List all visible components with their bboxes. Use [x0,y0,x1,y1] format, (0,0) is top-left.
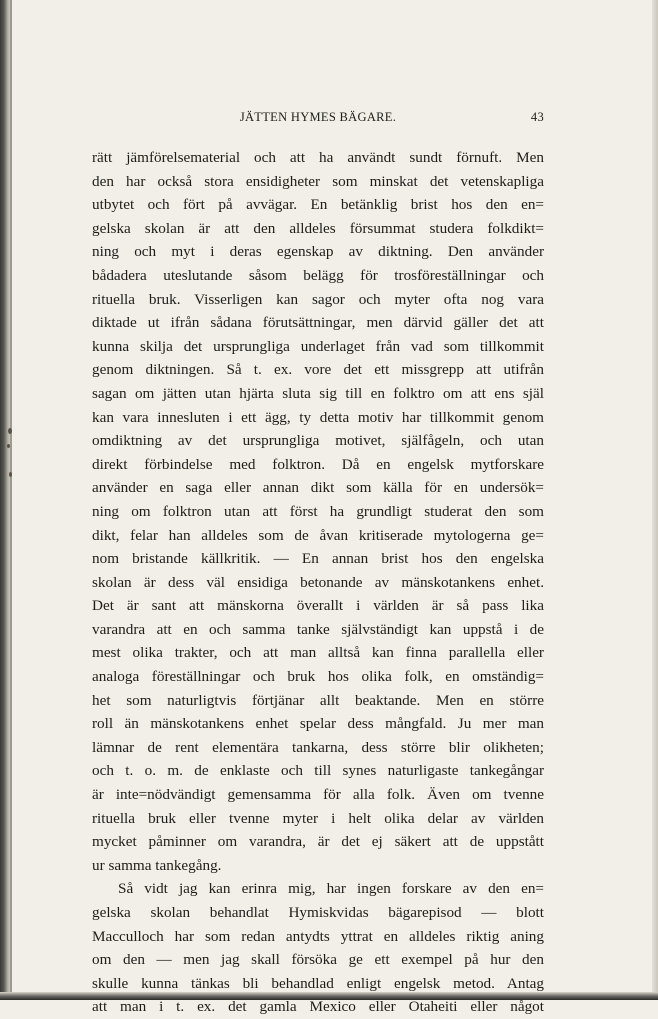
text-line: att man i t. ex. det gamla Mexico eller Otaheiti eller något [92,998,544,1016]
text-line: den har också stora ensidigheter som minskat det vetenskapliga [92,172,544,190]
text-line: rätt jämförelsematerial och att ha användt sundt förnuft. Men [92,149,544,166]
text-line: roll än mänskotankens enhet spelar dess mångfald. Ju mer man [92,715,544,733]
text-line: dikt, felar han alldeles som de åvan kritiserade mytologerna ge= [92,526,544,544]
paragraph-end-line: ur samma tankegång. [92,856,222,874]
text-line: använder en saga eller annan dikt som källa för en undersök= [92,479,544,497]
paragraph-start-line: Så vidt jag kan erinra mig, har ingen forskare av den en= [118,880,544,898]
text-line: och t. o. m. de enklaste och till synes naturligaste tankegångar [92,762,544,780]
text-line: direkt förbindelse med folktron. Då en engelsk mytforskare [92,455,544,473]
text-line: ning och myt i deras egenskap av diktning. Den använder [92,243,544,261]
text-line: rituella bruk eller tvenne myter i helt olika delar av världen [92,809,544,827]
running-title: JÄTTEN HYMES BÄGARE. [239,110,397,124]
book-page [92,110,544,1019]
text-line: Det är sant att mänskorna överallt i världen är så pass lika [92,597,544,615]
text-line: rituella bruk. Visserligen kan sagor och myter ofta nog vara [92,290,544,308]
text-line: bådadera uteslutande såsom belägg för trosföreställningar och [92,266,544,284]
running-header [92,110,544,134]
text-line: nom bristande källkritik. — En annan brist hos den engelska [92,550,544,568]
text-line: gelska skolan är att den alldeles försummat studera folkdikt= [92,219,544,237]
text-line: diktade ut ifrån sådana förutsättningar, men därvid gäller det att [92,314,544,332]
page-number: 43 [530,110,544,124]
text-line: sagan om jätten utan hjärta sluta sig till en folktro om att ens själ [92,384,544,402]
text-line: skulle kunna tänkas bli behandlad enligt engelsk metod. Antag [92,974,544,992]
paper-speck [7,444,10,448]
text-line: mycket påminner om varandra, är det ej säkert att de uppstått [92,833,544,851]
text-line: het som naturligtvis förtjänar allt beaktande. Men en större [92,691,544,709]
text-line: genom diktningen. Så t. ex. vore det ett missgrepp att utifrån [92,361,544,379]
text-line: omdiktning av det ursprungliga motivet, själfågeln, och utan [92,432,544,450]
text-line: utbytet och fört på avvägar. En betänklig brist hos den en= [92,196,544,214]
text-line: analoga föreställningar och bruk hos olika folk, en omständig= [92,668,544,686]
text-line: ning om folktron utan att först ha grundligt studerat den som [92,502,544,520]
binding-edge [10,0,12,1000]
text-line: skolan är dess väl ensidiga betonande av mänskotankens enhet. [92,573,544,591]
text-line: varandra att en och samma tanke självständigt kan uppstå i de [92,620,544,638]
body-text [92,146,544,1019]
paper-speck [8,428,12,434]
paper-speck [9,472,12,477]
text-line: mest olika trakter, och att man alltså kan finna parallella eller [92,644,544,662]
text-line: kan vara innesluten i ett ägg, ty detta motiv har tillkommit genom [92,408,544,426]
text-line: gelska skolan behandlat Hymiskvidas bägarepisod — blott [92,904,544,921]
text-line: om den — men jag skall försöka ge ett exempel på hur den [92,951,544,969]
text-line: Macculloch har som redan antydts yttrat en alldeles riktig aning [92,927,544,945]
text-line: är inte=nödvändigt gemensamma för alla folk. Även om tvenne [92,786,544,804]
text-line: lämnar de rent elementära tankarna, dess större blir olikheten; [92,738,544,756]
text-line: kunna skilja det ursprungliga underlaget från vad som tillkommit [92,337,544,355]
page-right-edge [652,0,658,1000]
